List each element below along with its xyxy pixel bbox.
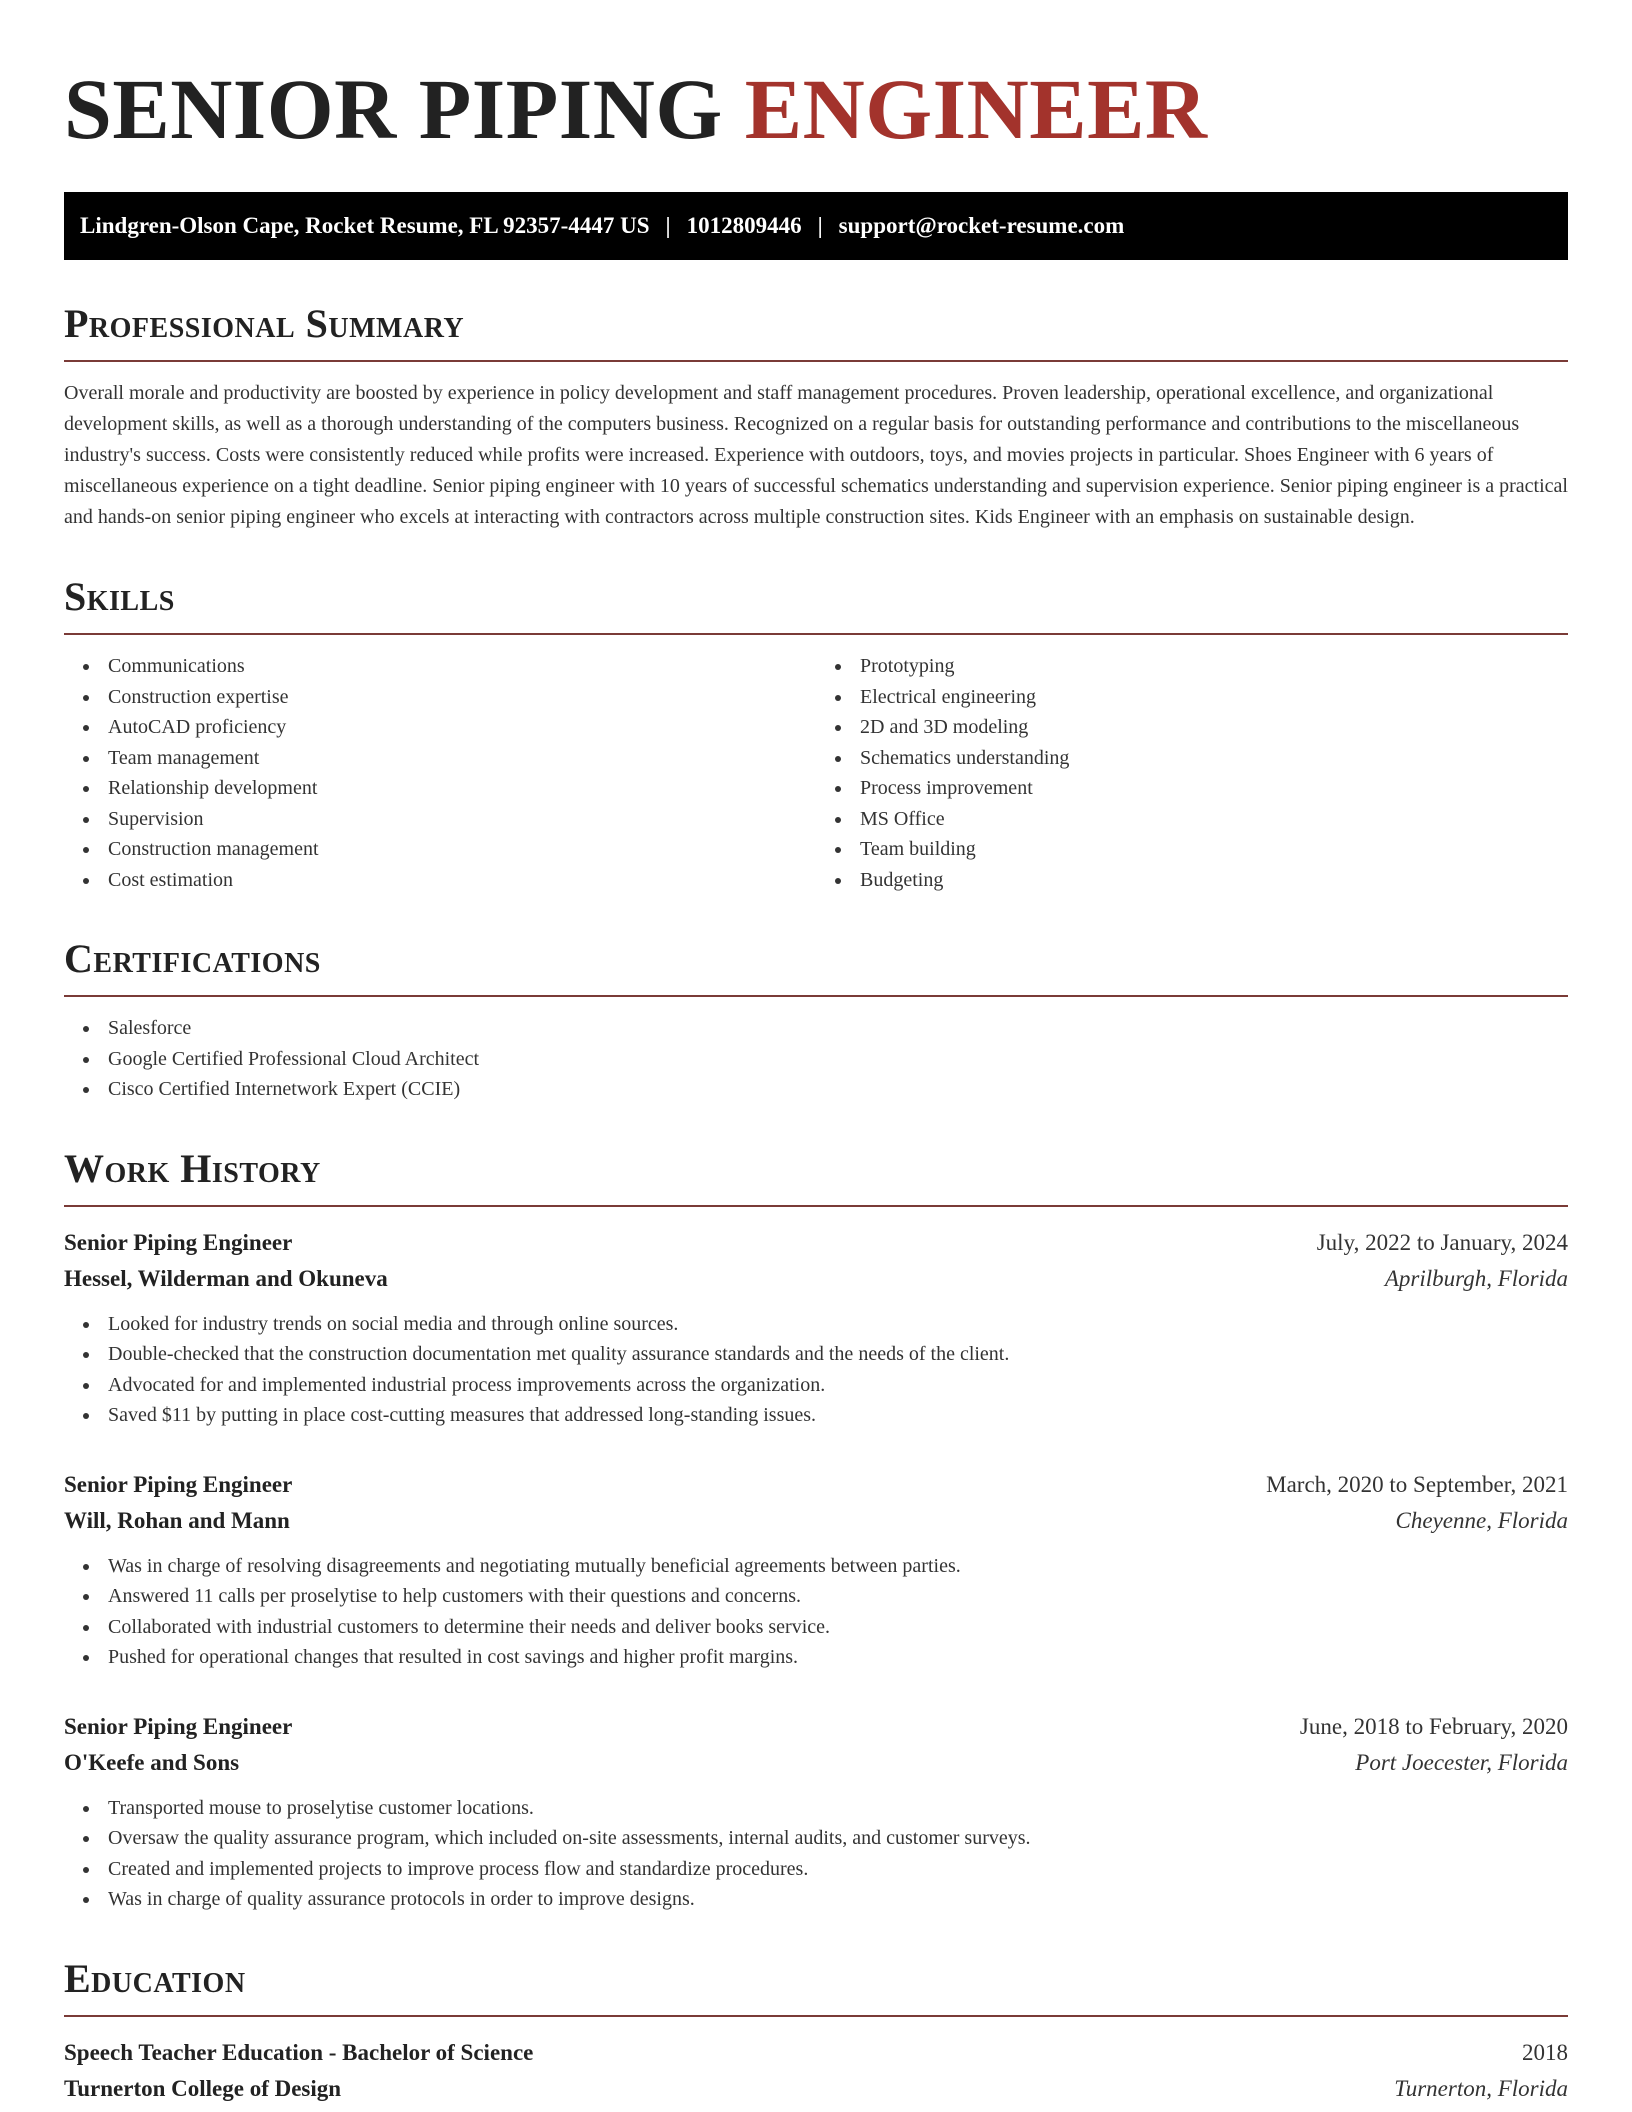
job-company-row [64, 1745, 1568, 1781]
job-duty: Advocated for and implemented industrial process improvements across the organization. [64, 1370, 1568, 1401]
job-duty: Pushed for operational changes that resulted in cost savings and higher profit margins. [64, 1642, 1568, 1673]
skills-heading: Skills [64, 577, 1568, 635]
resume-title [64, 61, 1568, 157]
skill-item: Supervision [64, 804, 816, 835]
job-duty: Was in charge of resolving disagreements and negotiating mutually beneficial agreements between parties. [64, 1551, 1568, 1582]
skill-item: Team building [816, 834, 1568, 865]
job-duty: Created and implemented projects to improve process flow and standardize procedures. [64, 1854, 1568, 1885]
skill-item: MS Office [816, 804, 1568, 835]
job-location: Port Joecester, Florida [1355, 1749, 1568, 1775]
skills-section [64, 574, 1568, 895]
skill-item: Budgeting [816, 865, 1568, 896]
certification-item: Cisco Certified Internetwork Expert (CCIE) [64, 1074, 1568, 1105]
job-dates: March, 2020 to September, 2021 [1266, 1471, 1568, 1497]
job-entry [64, 1709, 1568, 1915]
education-location: Turnerton, Florida [1394, 2075, 1568, 2101]
contact-separator: | [817, 213, 823, 238]
skills-list-left [64, 651, 816, 895]
education-school: Turnerton College of Design [64, 2075, 342, 2101]
skill-item: Construction expertise [64, 682, 816, 713]
job-duty: Double-checked that the construction documentation met quality assurance standards and the needs of the client. [64, 1339, 1568, 1370]
skill-item: Schematics understanding [816, 743, 1568, 774]
job-header-row [64, 1225, 1568, 1261]
education-degree: Speech Teacher Education - Bachelor of Science [64, 2039, 534, 2065]
summary-text: Overall morale and productivity are boosted by experience in policy development and staff management procedures. Proven leadership, operational excellence, and organizational development skills, as well as a thorough understanding of the computers business. Recognized on a regular basis for outstanding performance and contributions to the miscellaneous industry's success. Costs were consistently reduced while profits were increased. Experience with outdoors, toys, and movies projects in particular. Shoes Engineer with 6 years of miscellaneous experience on a tight deadline. Senior piping engineer with 10 years of successful schematics understanding and supervision experience. Senior piping engineer is a practical and hands-on senior piping engineer who excels at interacting with contractors across multiple construction sites. Kids Engineer with an emphasis on sustainable design. [64, 382, 1568, 528]
job-duty: Answered 11 calls per proselytise to help customers with their questions and concerns. [64, 1581, 1568, 1612]
job-duty: Collaborated with industrial customers to determine their needs and deliver books service. [64, 1612, 1568, 1643]
work-history-section [64, 1145, 1568, 1915]
contact-email[interactable]: support@rocket-resume.com [838, 213, 1125, 238]
skill-item: Process improvement [816, 773, 1568, 804]
job-entry [64, 1467, 1568, 1673]
education-heading: Education [64, 1959, 1568, 2017]
education-year: 2018 [1522, 2039, 1568, 2065]
job-duties [64, 1551, 1568, 1673]
job-duties [64, 1793, 1568, 1915]
job-duty: Was in charge of quality assurance protocols in order to improve designs. [64, 1884, 1568, 1915]
job-company: O'Keefe and Sons [64, 1749, 240, 1775]
job-title: Senior Piping Engineer [64, 1229, 293, 1255]
job-duties [64, 1309, 1568, 1431]
job-header-row [64, 1467, 1568, 1503]
certification-item: Google Certified Professional Cloud Architect [64, 1044, 1568, 1075]
skill-item: Cost estimation [64, 865, 816, 896]
skill-item: Electrical engineering [816, 682, 1568, 713]
job-title: Senior Piping Engineer [64, 1713, 293, 1739]
job-title: Senior Piping Engineer [64, 1471, 293, 1497]
contact-separator: | [665, 213, 671, 238]
work-history-heading: Work History [64, 1149, 1568, 1207]
certifications-heading: Certifications [64, 939, 1568, 997]
job-company: Will, Rohan and Mann [64, 1507, 290, 1533]
job-location: Aprilburgh, Florida [1384, 1265, 1568, 1291]
job-duty: Transported mouse to proselytise customer locations. [64, 1793, 1568, 1824]
summary-heading: Professional Summary [64, 304, 1568, 362]
certifications-list [64, 1013, 1568, 1105]
skill-item: Prototyping [816, 651, 1568, 682]
job-company: Hessel, Wilderman and Okuneva [64, 1265, 388, 1291]
certification-item: Salesforce [64, 1013, 1568, 1044]
education-entry [64, 2035, 1568, 2107]
education-degree-row [64, 2035, 1568, 2071]
education-school-row [64, 2071, 1568, 2107]
contact-phone[interactable]: 1012809446 [686, 213, 802, 238]
job-header-row [64, 1709, 1568, 1745]
job-duty: Oversaw the quality assurance program, which included on-site assessments, internal audits, and customer surveys. [64, 1823, 1568, 1854]
job-dates: June, 2018 to February, 2020 [1299, 1713, 1568, 1739]
skill-item: 2D and 3D modeling [816, 712, 1568, 743]
job-company-row [64, 1503, 1568, 1539]
skill-item: Relationship development [64, 773, 816, 804]
skill-item: Construction management [64, 834, 816, 865]
job-duty: Saved $11 by putting in place cost-cutting measures that addressed long-standing issues. [64, 1400, 1568, 1431]
skills-grid [64, 651, 1568, 895]
skill-item: Communications [64, 651, 816, 682]
education-section [64, 1955, 1568, 2107]
title-main: SENIOR PIPING [64, 61, 745, 157]
job-entry [64, 1225, 1568, 1431]
contact-address: Lindgren-Olson Cape, Rocket Resume, FL 92357-4447 US [80, 213, 650, 238]
skill-item: Team management [64, 743, 816, 774]
skills-list-right [816, 651, 1568, 895]
skill-item: AutoCAD proficiency [64, 712, 816, 743]
job-duty: Looked for industry trends on social media and through online sources. [64, 1309, 1568, 1340]
contact-bar [64, 192, 1568, 260]
summary-section [64, 301, 1568, 533]
certifications-section [64, 936, 1568, 1105]
title-accent: ENGINEER [744, 61, 1208, 157]
job-dates: July, 2022 to January, 2024 [1316, 1229, 1568, 1255]
job-location: Cheyenne, Florida [1395, 1507, 1568, 1533]
job-company-row [64, 1261, 1568, 1297]
